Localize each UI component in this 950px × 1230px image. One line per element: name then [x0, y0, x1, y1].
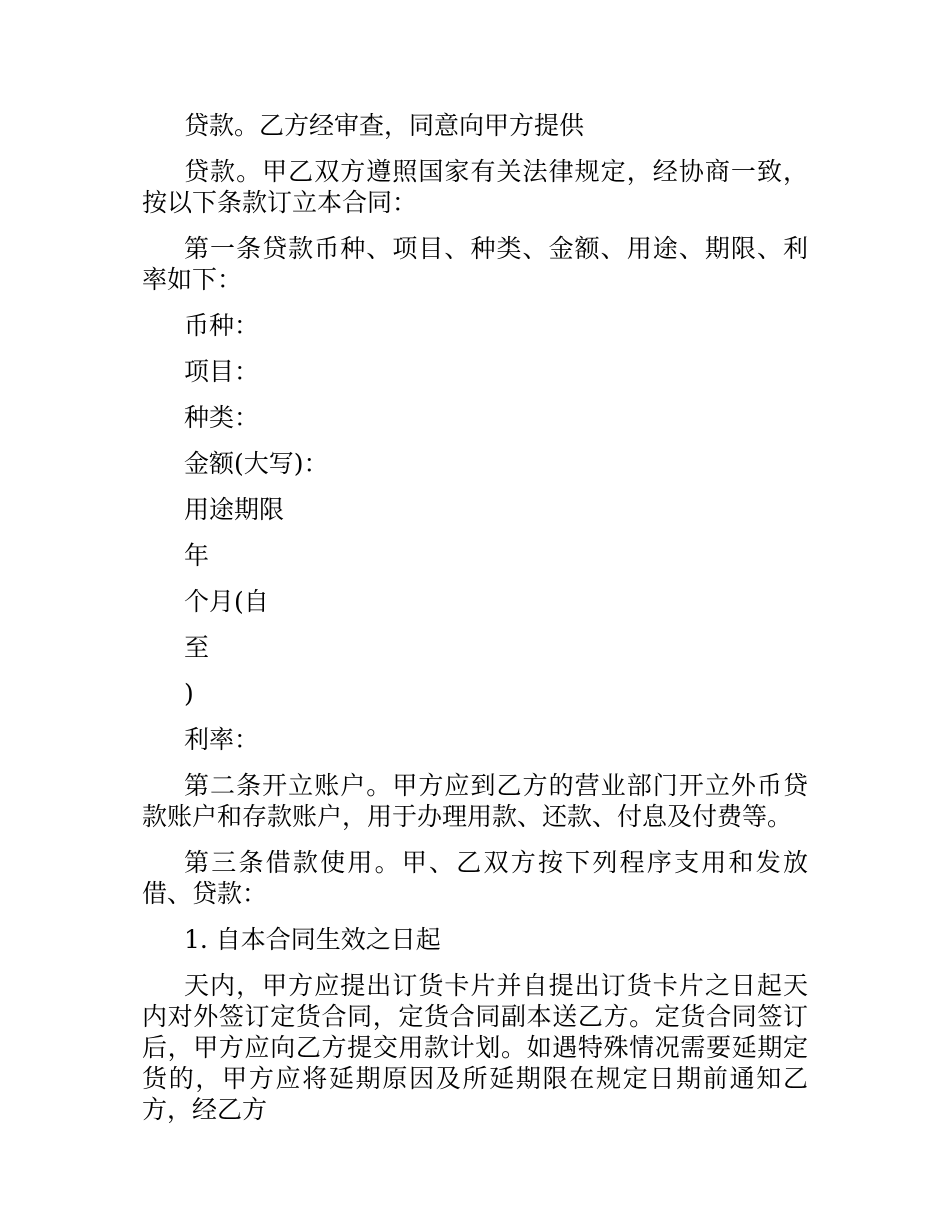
document-body	[142, 110, 808, 1140]
paragraph-item-1: 1. 自本合同生效之日起	[184, 925, 441, 954]
paragraph-article-2: 第二条开立账户。甲方应到乙方的营业部门开立外币贷款账户和存款账户，用于办理用款、还款、付息及付费等。	[142, 771, 808, 831]
paragraph-article-1: 第一条贷款币种、项目、种类、金额、用途、期限、利率如下：	[142, 234, 808, 294]
field-year: 年	[184, 541, 210, 570]
field-currency: 币种：	[184, 311, 260, 340]
field-type: 种类：	[184, 403, 260, 432]
field-project: 项目：	[184, 357, 260, 386]
field-to: 至	[184, 633, 210, 662]
field-purpose-term: 用途期限	[184, 495, 285, 524]
field-month-from: 个月(自	[184, 587, 269, 616]
field-amount: 金额(大写)：	[184, 449, 329, 478]
field-close-paren: )	[184, 679, 194, 708]
paragraph-item-1-detail: 天内，甲方应提出订货卡片并自提出订货卡片之日起天内对外签订定货合同，定货合同副本送乙方。定货合同签订后，甲方应向乙方提交用款计划。如遇特殊情况需要延期定货的，甲方应将延期原因及所延期限在规定日期前通知乙方，经乙方	[142, 971, 808, 1124]
paragraph-intro-2: 贷款。甲乙双方遵照国家有关法律规定，经协商一致，按以下条款订立本合同：	[142, 157, 808, 217]
field-interest-rate: 利率：	[184, 725, 260, 754]
paragraph-article-3: 第三条借款使用。甲、乙双方按下列程序支用和发放借、贷款：	[142, 848, 808, 908]
paragraph-intro-1: 贷款。乙方经审查，同意向甲方提供	[184, 111, 585, 140]
